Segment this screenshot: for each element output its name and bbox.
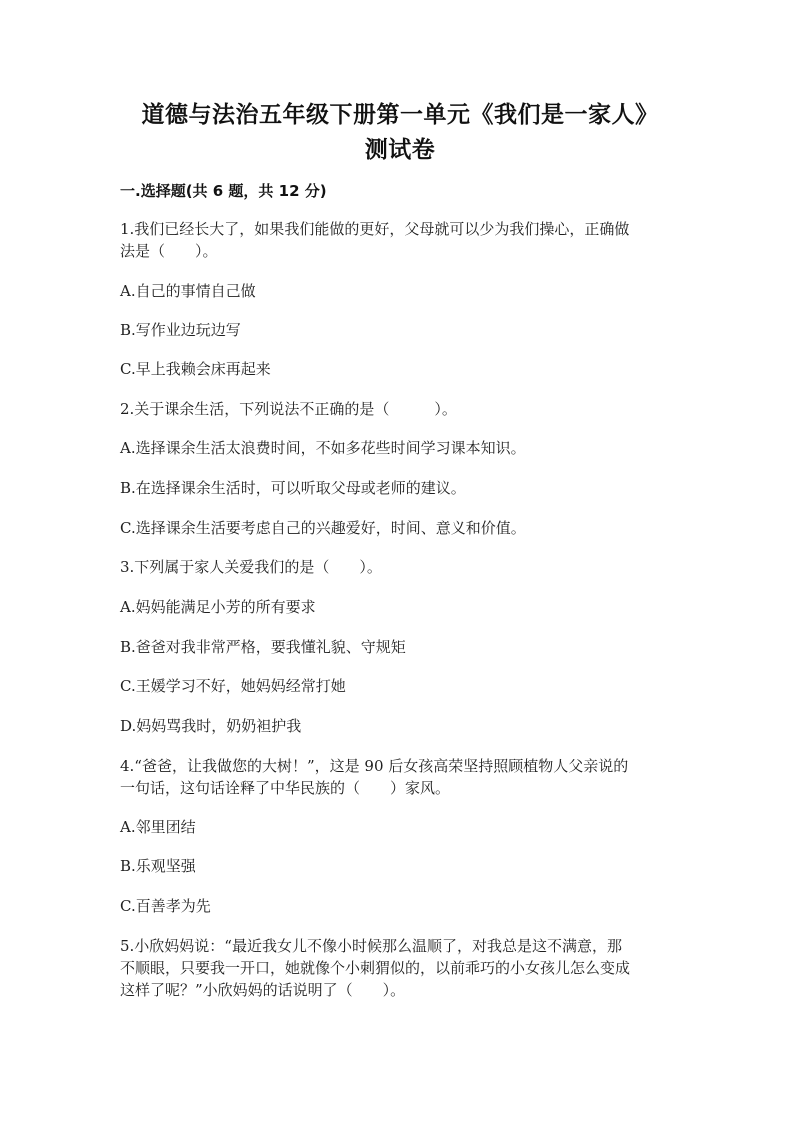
- question-2-option-a: A.选择课余生活太浪费时间，不如多花些时间学习课本知识。: [120, 439, 526, 457]
- question-1-option-b: B.写作业边玩边写: [120, 321, 241, 339]
- question-1-option-a: A.自己的事情自己做: [120, 282, 256, 300]
- question-3-stem-line-1: 3.下列属于家人关爱我们的是（ ）。: [120, 558, 382, 576]
- section-heading: 一.选择题(共 6 题，共 12 分): [120, 182, 327, 200]
- question-2-option-c: C.选择课余生活要考虑自己的兴趣爱好，时间、意义和价值。: [120, 519, 526, 537]
- question-4-option-a: A.邻里团结: [120, 818, 196, 836]
- question-2-option-b: B.在选择课余生活时，可以听取父母或老师的建议。: [120, 479, 466, 497]
- question-5-stem-line-2: 不顺眼，只要我一开口，她就像个小刺猬似的，以前乖巧的小女孩儿怎么变成: [120, 959, 631, 977]
- question-3-option-b: B.爸爸对我非常严格，要我懂礼貌、守规矩: [120, 638, 406, 656]
- question-1-option-c: C.早上我赖会床再起来: [120, 360, 271, 378]
- question-5-stem-line-1: 5.小欣妈妈说：“最近我女儿不像小时候那么温顺了，对我总是这不满意，那: [120, 937, 622, 955]
- question-5-stem-line-3: 这样了呢？”小欣妈妈的话说明了（ ）。: [120, 981, 406, 999]
- document-title: 道德与法治五年级下册第一单元《我们是一家人》: [141, 102, 659, 128]
- question-4-stem-line-2: 一句话，这句话诠释了中华民族的（ ）家风。: [120, 779, 451, 797]
- question-2-stem-line-1: 2.关于课余生活，下列说法不正确的是（ ）。: [120, 400, 457, 418]
- question-4-stem-line-1: 4.“爸爸，让我做您的大树！”，这是 90 后女孩高荣坚持照顾植物人父亲说的: [120, 757, 629, 775]
- question-3-option-c: C.王媛学习不好，她妈妈经常打她: [120, 677, 346, 695]
- question-3-option-a: A.妈妈能满足小芳的所有要求: [120, 598, 316, 616]
- question-4-option-b: B.乐观坚强: [120, 857, 196, 875]
- document-subtitle: 测试卷: [364, 137, 436, 163]
- question-1-stem-line-1: 1.我们已经长大了，如果我们能做的更好，父母就可以少为我们操心，正确做: [120, 220, 630, 238]
- question-4-option-c: C.百善孝为先: [120, 897, 211, 915]
- question-1-stem-line-2: 法是（ ）。: [120, 242, 218, 260]
- question-3-option-d: D.妈妈骂我时，奶奶袒护我: [120, 717, 302, 735]
